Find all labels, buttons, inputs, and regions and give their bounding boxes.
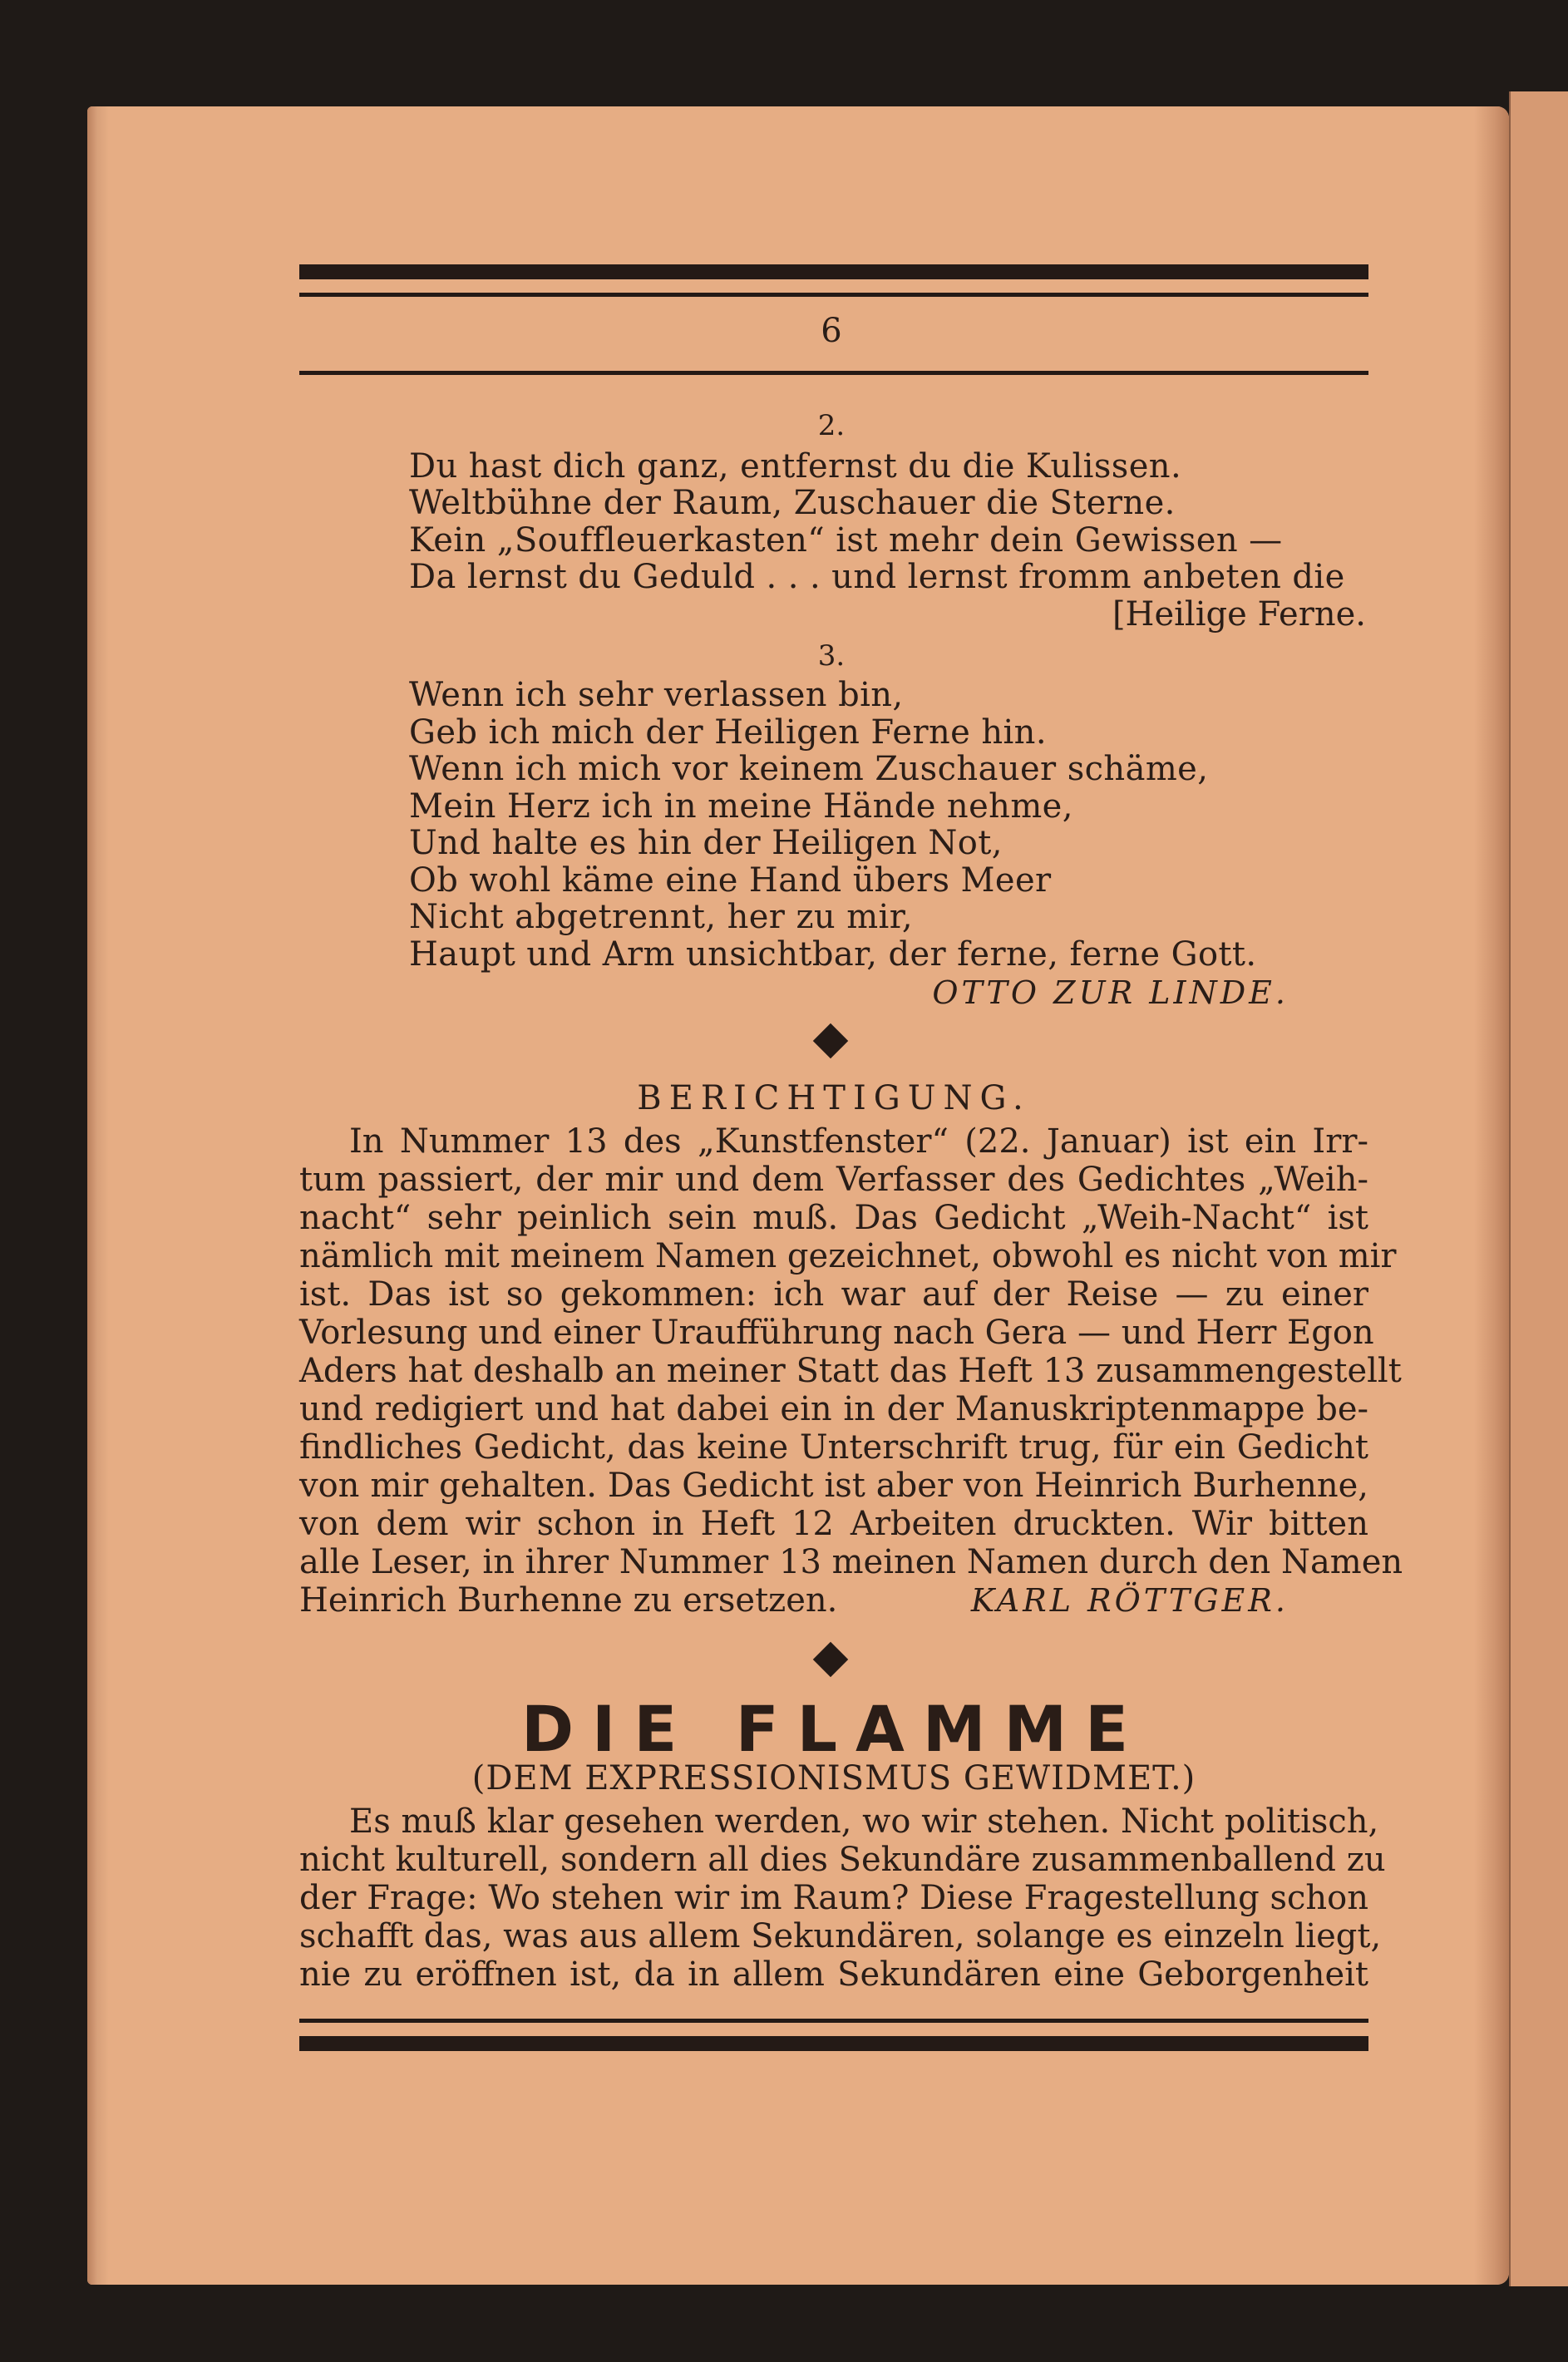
text-line: findliches Gedicht, das keine Unterschrift trug, für ein Gedicht [299, 1428, 1368, 1467]
adjacent-page-edge [1509, 91, 1568, 2286]
text-line: Es muß klar gesehen werden, wo wir stehen. Nicht politisch, [349, 1802, 1379, 1841]
text-line: Aders hat deshalb an meiner Statt das Heft 13 zusammengestellt [299, 1352, 1402, 1390]
text-line: In Nummer 13 des „Kunstfenster“ (22. Januar) ist ein Irr- [349, 1122, 1368, 1161]
poem-line: Haupt und Arm unsichtbar, der ferne, ferne Gott. [409, 935, 1257, 974]
text-line: Vorlesung und einer Uraufführung nach Gera — und Herr Egon [299, 1314, 1374, 1352]
berichtigung-heading: BERICHTIGUNG. [637, 1079, 1031, 1117]
poem-author: OTTO ZUR LINDE. [932, 974, 1289, 1011]
poem-line: Du hast dich ganz, entfernst du die Kulissen. [409, 447, 1182, 486]
text-line: nie zu eröffnen ist, da in allem Sekundären eine Geborgenheit [299, 1955, 1368, 1994]
header-bottom-rule [299, 371, 1368, 375]
berichtigung-signature: KARL RÖTTGER. [970, 1582, 1289, 1619]
text-line: nicht kulturell, sondern all dies Sekundäre zusammenballend zu [299, 1841, 1386, 1879]
poem-line: Ob wohl käme eine Hand übers Meer [409, 861, 1052, 900]
poem-line: Mein Herz ich in meine Hände nehme, [409, 787, 1073, 826]
text-line: schafft das, was aus allem Sekundären, solange es einzeln liegt, [299, 1917, 1382, 1955]
stanza-number: 3. [817, 639, 846, 673]
poem-line-continuation: [Heilige Ferne. [1112, 595, 1366, 634]
page-number: 6 [821, 312, 842, 350]
text-line: der Frage: Wo stehen wir im Raum? Diese Fragestellung schon [299, 1879, 1368, 1917]
text-line: Heinrich Burhenne zu ersetzen. [299, 1581, 838, 1620]
top-thin-rule [299, 293, 1368, 297]
berichtigung-text [299, 1122, 1403, 1620]
text-line: und redigiert und hat dabei ein in der Manuskriptenmappe be- [299, 1390, 1368, 1428]
poem-line: Kein „Souffleuerkasten“ ist mehr dein Gewissen — [409, 521, 1283, 560]
page-left-shadow [87, 106, 109, 2285]
text-line: alle Leser, in ihrer Nummer 13 meinen Namen durch den Namen [299, 1543, 1403, 1581]
page-right-shadow [1474, 106, 1509, 2285]
text-line: von mir gehalten. Das Gedicht ist aber von Heinrich Burhenne, [299, 1467, 1368, 1505]
poem-line: Da lernst du Geduld . . . und lernst fromm anbeten die [409, 558, 1345, 596]
poem-line: Nicht abgetrennt, her zu mir, [409, 898, 913, 936]
text-line: nacht“ sehr peinlich sein muß. Das Gedicht „Weih-Nacht“ ist [299, 1199, 1368, 1237]
text-line: von dem wir schon in Heft 12 Arbeiten druckten. Wir bitten [299, 1505, 1368, 1543]
poem-line: Und halte es hin der Heiligen Not, [409, 824, 1003, 862]
text-line: tum passiert, der mir und dem Verfasser des Gedichtes „Weih- [299, 1161, 1368, 1199]
text-line: ist. Das ist so gekommen: ich war auf der Reise — zu einer [299, 1275, 1368, 1314]
text-line: nämlich mit meinem Namen gezeichnet, obwohl es nicht von mir [299, 1237, 1397, 1275]
top-thick-rule [299, 264, 1368, 279]
flamme-title: DIE FLAMME [520, 1692, 1147, 1766]
stanza-number: 2. [817, 409, 846, 442]
flamme-subtitle: (DEM EXPRESSIONISMUS GEWIDMET.) [471, 1759, 1196, 1797]
flamme-text [299, 1802, 1386, 1994]
poem-line: Weltbühne der Raum, Zuschauer die Sterne. [409, 484, 1176, 522]
poem-line: Wenn ich sehr verlassen bin, [409, 676, 904, 714]
poem-line: Geb ich mich der Heiligen Ferne hin. [409, 713, 1047, 752]
bottom-thin-rule [299, 2019, 1368, 2023]
poem-line: Wenn ich mich vor keinem Zuschauer schäme, [409, 750, 1209, 788]
bottom-thick-rule [299, 2036, 1368, 2051]
